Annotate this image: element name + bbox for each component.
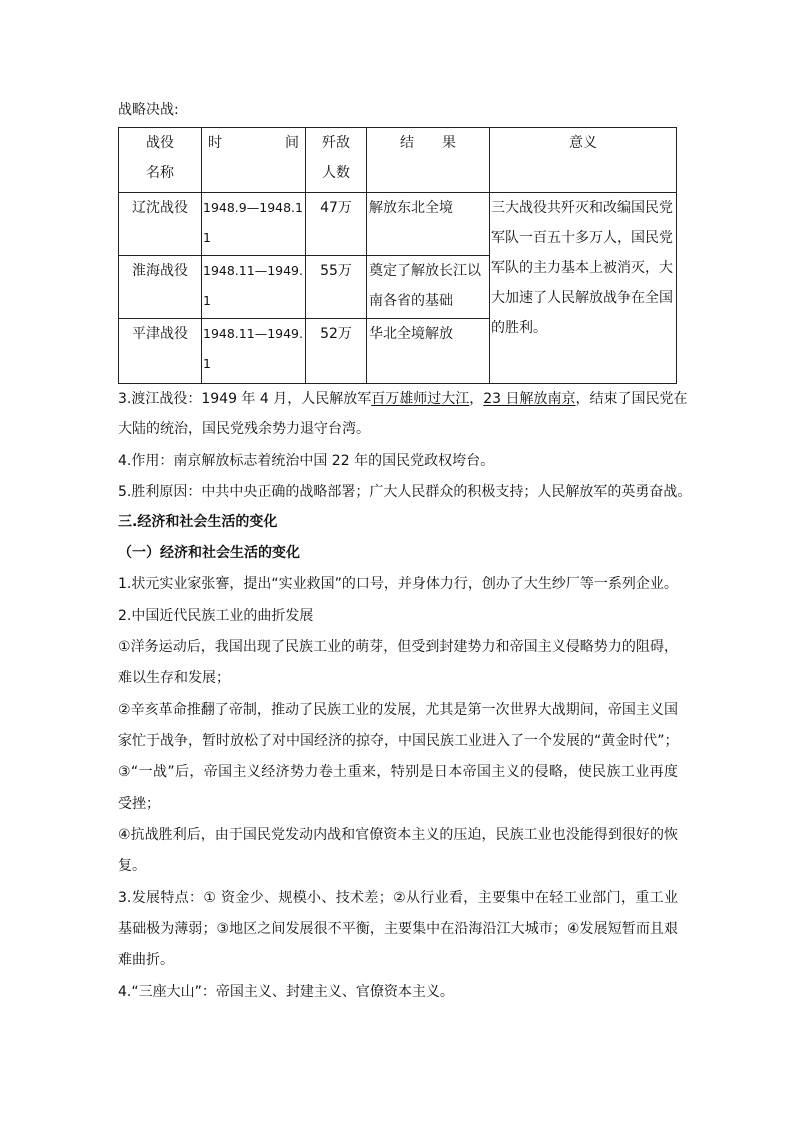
features-line-1: 3.发展特点：① 资金少、规模小、技术差；②从行业看，主要集中在轻工业部门，重工业 <box>118 890 678 906</box>
enemy-count: 55万 <box>306 256 367 319</box>
reasons-text: 5.胜利原因：中共中央正确的战略部署；广大人民群众的积极支持；人民解放军的英勇奋战。 <box>118 484 692 500</box>
stage-3-line-1: ③“一战”后，帝国主义经济势力卷土重来，特别是日本帝国主义的侵略，使民族工业再度 <box>118 764 678 780</box>
header-meaning: 意义 <box>490 128 677 193</box>
crossing-highlight-1: 百万雄师过大江 <box>371 391 470 407</box>
header-time: 时 间 <box>202 128 306 193</box>
battle-table <box>118 127 677 384</box>
battle-date: 1948.11—1949.1 <box>202 319 306 384</box>
paragraph-zhang-jian: 1.状元实业家张謇，提出“实业救国”的口号，并身体力行，创办了大生纱厂等一系列企业。 <box>118 576 678 592</box>
header-result: 结 果 <box>367 128 490 193</box>
battle-date: 1948.9—1948.11 <box>202 193 306 256</box>
crossing-river-line-2: 大陆的统治，国民党残余势力退守台湾。 <box>118 421 370 437</box>
table-header-row <box>119 128 677 193</box>
features-line-3: 难曲折。 <box>118 952 174 968</box>
paragraph-development-heading: 2.中国近代民族工业的曲折发展 <box>118 608 314 624</box>
subsection-title: （一）经济和社会生活的变化 <box>118 545 300 561</box>
battle-result: 奠定了解放长江以南各省的基础 <box>367 256 490 319</box>
battle-name: 辽沈战役 <box>119 193 202 256</box>
stage-1-line-2: 难以生存和发展； <box>118 670 230 686</box>
section-title: 三.经济和社会生活的变化 <box>118 514 278 530</box>
intro-text: 战略决战: <box>118 102 179 118</box>
stage-2-line-1: ②辛亥革命推翻了帝制，推动了民族工业的发展，尤其是第一次世界大战期间，帝国主义国 <box>118 702 678 718</box>
header-battle: 战役 名称 <box>119 128 202 193</box>
features-line-2: 基础极为薄弱；③地区之间发展很不平衡，主要集中在沿海沿江大城市；④发展短暂而且艰 <box>118 921 678 937</box>
battle-result: 华北全境解放 <box>367 319 490 384</box>
battle-name: 淮海战役 <box>119 256 202 319</box>
stage-2-line-2: 家忙于战争，暂时放松了对中国经济的掠夺，中国民族工业进入了一个发展的“黄金时代”； <box>118 733 679 749</box>
header-enemy-count: 歼敌 人数 <box>306 128 367 193</box>
enemy-count: 52万 <box>306 319 367 384</box>
crossing-highlight-2: 23 日解放南京 <box>483 391 576 407</box>
stage-3-line-2: 受挫； <box>118 796 160 812</box>
battle-name: 平津战役 <box>119 319 202 384</box>
stage-4-line-2: 复。 <box>118 858 146 874</box>
stage-4-line-1: ④抗战胜利后，由于国民党发动内战和官僚资本主义的压迫，民族工业也没能得到很好的恢 <box>118 827 678 843</box>
effect-text: 4.作用：南京解放标志着统治中国 22 年的国民党政权垮台。 <box>118 453 495 469</box>
battle-meaning: 三大战役共歼灭和改编国民党军队一百五十多万人，国民党军队的主力基本上被消灭，大大加速了人民解放战争在全国的胜利。 <box>490 193 677 384</box>
enemy-count: 47万 <box>306 193 367 256</box>
battle-date: 1948.11—1949.1 <box>202 256 306 319</box>
three-mountains-text: 4.“三座大山”：帝国主义、封建主义、官僚资本主义。 <box>118 984 454 1000</box>
stage-1-line-1: ①洋务运动后，我国出现了民族工业的萌芽，但受到封建势力和帝国主义侵略势力的阻碍， <box>118 639 678 655</box>
battle-result: 解放东北全境 <box>367 193 490 256</box>
crossing-river-line-1: 3.渡江战役：1949 年 4 月，人民解放军百万雄师过大江，23 日解放南京，结束了国民党在 <box>118 391 688 407</box>
table-row <box>119 193 677 256</box>
